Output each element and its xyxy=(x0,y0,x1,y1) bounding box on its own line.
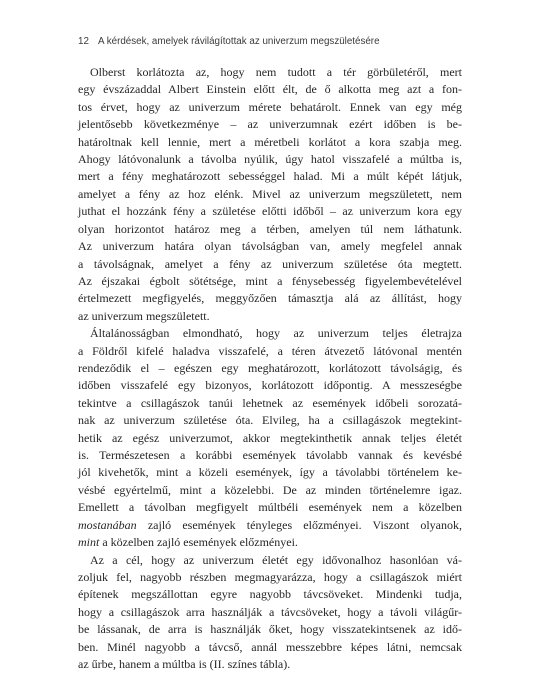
text-line xyxy=(78,534,462,551)
text-line: nak az univerzum születése óta. Elvileg, ha a csillagászok megtekint- xyxy=(78,413,462,428)
text-line: amelyet a fény az hoz elénk. Mivel az univerzum megszületett, nem xyxy=(78,186,462,201)
emphasis-text: mostanában xyxy=(78,517,137,532)
text-line: határoltnak kell lennie, mert a méretbeli korlátot a kora szabja meg. xyxy=(78,134,462,149)
text-line: az univerzum megszületett. xyxy=(78,308,210,323)
text-line: is. Természetesen a korábbi események távolabb vannak és kevésbé xyxy=(78,448,462,463)
text-line: a Földről kifelé haladva visszafelé, a téren átvezető látóvonal mentén xyxy=(78,343,462,358)
text-line: jelentősebb következménye – az univerzumnak ezért időben is be- xyxy=(78,117,462,132)
text-line: Emellett a távolban megfigyelt múltbéli események nem a közelben xyxy=(78,500,462,515)
text-line: Az a cél, hogy az univerzum életét egy idővonalhoz hasonlóan vá- xyxy=(90,552,462,567)
text-line: vésbé egyértelmű, mint a közelebbi. De az minden történelemre igaz. xyxy=(78,482,462,497)
text-line: hetik az egész univerzumot, akkor megtekinthetik annak teljes életét xyxy=(78,430,462,445)
text-line: egy évszázaddal Albert Einstein előtt élt, de ő alkotta meg azt a fon- xyxy=(78,82,462,97)
text-line: építenek megszállottan egyre nagyobb távcsöveket. Mindenki tudja, xyxy=(78,587,462,602)
text-line: be lássanak, de arra is használják őket, hogy visszatekintsenek az idő- xyxy=(78,622,462,637)
text-line: a távolságnak, amelyet a fény az univerzum születése óta megtett. xyxy=(78,256,462,271)
text-line: juthat el hozzánk fény a születése előtti időből – az univerzum kora egy xyxy=(78,204,462,219)
text-run: a közelben zajló események előzményei. xyxy=(99,535,298,550)
text-line: Általánosságban elmondható, hogy az univerzum teljes életrajza xyxy=(90,326,462,341)
page-number: 12 xyxy=(78,36,89,47)
text-line: időben visszafelé egy bizonyos, korlátozott időpontig. A messzeségbe xyxy=(78,378,462,393)
text-line: értelmezett megfigyelés, meggyőzően támasztja alá az állítást, hogy xyxy=(78,291,462,306)
text-line: hogy a csillagászok arra használják a távcsöveket, hogy a távoli világűr- xyxy=(78,604,462,619)
text-line: az űrbe, hanem a múltba is (II. színes tábla). xyxy=(78,657,291,671)
text-line: ben. Minél nagyobb a távcső, annál messzebbre képes látni, nemcsak xyxy=(78,639,462,654)
text-line: Ahogy látóvonalunk a távolba nyúlik, úgy hatol visszafelé a múltba is, xyxy=(78,152,462,167)
text-line: zoljuk fel, nagyobb részben megmagyarázza, hogy a csillagászok miért xyxy=(78,569,462,584)
text-line: tekintve a csillagászok tanúi lehetnek az események időbeli sorozatá- xyxy=(78,395,462,410)
text-line: Olberst korlátozta az, hogy nem tudott a tér görbületéről, mert xyxy=(90,65,462,79)
text-line: rendeződik el – egészen egy meghatározott, korlátozott távolságig, és xyxy=(78,361,462,375)
emphasis-text: mint xyxy=(78,535,100,550)
running-title: A kérdések, amelyek rávilágítottak az univerzum megszületésére xyxy=(98,36,380,47)
text-line: Az univerzum határa olyan távolságban van, amely megfelel annak xyxy=(78,239,462,254)
text-line: tos érvet, hogy az univerzum mérete behatárolt. Ennek van egy még xyxy=(78,99,462,114)
text-line: olyan horizontot határoz meg a térben, amelyen túl nem láthatunk. xyxy=(78,221,462,236)
text-line xyxy=(78,517,462,534)
text-line: mert a fény meghatározott sebességgel halad. Mi a múlt képét látjuk, xyxy=(78,169,462,184)
text-line: Az éjszakai égbolt sötétsége, mint a fénysebesség figyelembevételével xyxy=(78,273,462,288)
text-line: jól kivehetők, mint a közeli események, így a távolabbi történelem ke- xyxy=(78,465,462,480)
text-run: zajló események tényleges előzményei. Viszont olyanok, xyxy=(136,517,462,532)
